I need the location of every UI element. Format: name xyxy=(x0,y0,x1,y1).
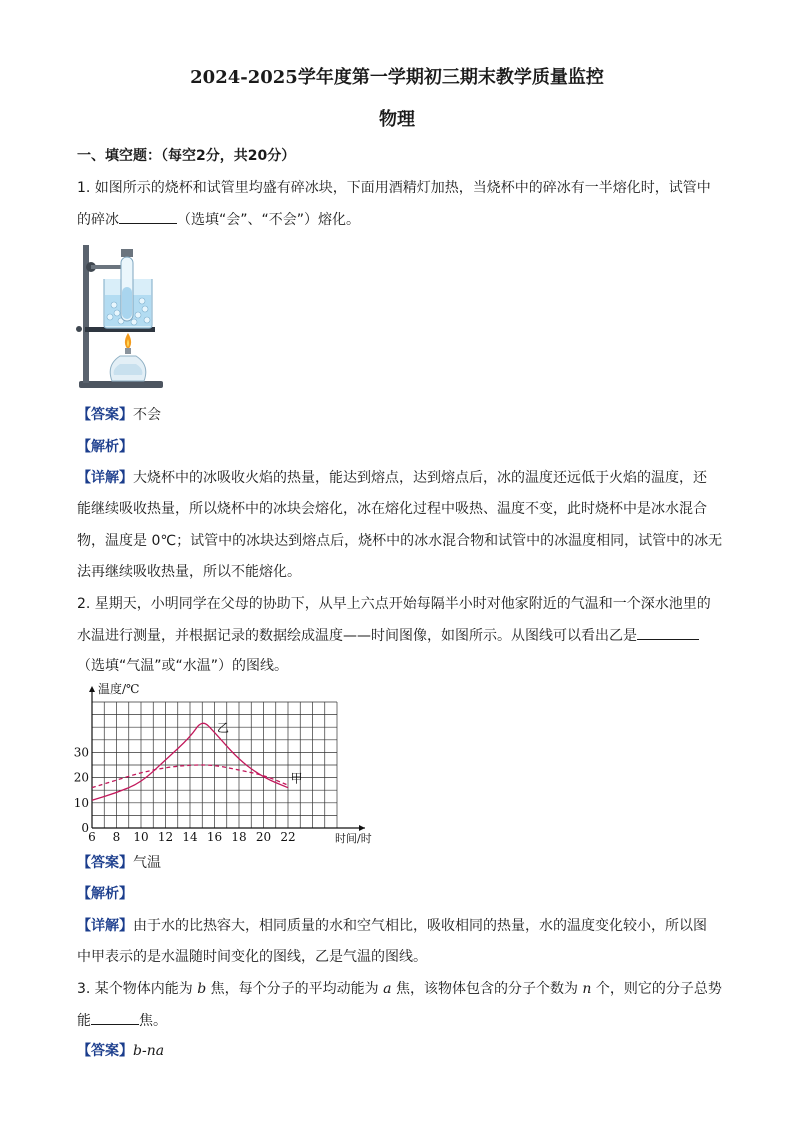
y-tick-label: 20 xyxy=(74,770,89,785)
x-tick-label: 10 xyxy=(133,830,149,844)
q2-line1: 2. 星期天，小明同学在父母的协助下，从早上六点开始每隔半小时对他家附近的气温和一个深水池里的 xyxy=(77,596,711,612)
q1-detail-line3: 物，温度是 0℃；试管中的冰块达到熔点后，烧杯中的冰水混合物和试管中的冰温度相同，试管中的冰无 xyxy=(77,533,723,549)
q1-detail-line4: 法再继续吸收热量，所以不能熔化。 xyxy=(77,564,301,580)
lamp-wick-cap xyxy=(125,348,131,354)
q1-line2-before: 的碎冰 xyxy=(77,212,119,228)
ring-knob xyxy=(76,326,82,332)
q3-line2-after: 焦。 xyxy=(139,1013,167,1029)
q1-line2 xyxy=(77,209,360,230)
x-tick-label: 8 xyxy=(112,830,121,844)
section-heading: 一、填空题：（每空2分，共20分） xyxy=(77,148,296,164)
subject-title: 物理 xyxy=(379,109,415,130)
q3-var-n: n xyxy=(582,981,592,997)
temperature-time-chart xyxy=(74,680,384,850)
q2-answer-blank[interactable] xyxy=(637,625,699,640)
answer-label: 【答案】 xyxy=(77,407,133,423)
detail-text: 由于水的比热容大，相同质量的水和空气相比，吸收相同的热量，水的温度变化较小，所以图 xyxy=(133,918,707,934)
q2-detail-line1 xyxy=(77,916,707,936)
clamp-head xyxy=(121,249,133,257)
answer-text: 不会 xyxy=(133,407,161,423)
q3-var-a: a xyxy=(383,981,392,997)
detail-label: 【详解】 xyxy=(77,918,133,934)
q3-text-c: 焦，该物体包含的分子个数为 xyxy=(391,981,583,997)
q3-line2-before: 能 xyxy=(77,1013,91,1029)
x-tick-label: 12 xyxy=(157,830,174,844)
y-tick-label: 0 xyxy=(81,821,89,835)
beaker-with-test-tube-over-alcohol-lamp-icon xyxy=(76,243,168,391)
q2-line2-before: 水温进行测量，并根据记录的数据绘成温度——时间图像，如图所示。从图线可以看出乙是 xyxy=(77,628,637,644)
x-axis-arrow xyxy=(359,825,365,831)
q3-answer-blank[interactable] xyxy=(91,1010,139,1025)
series-label-yi: 乙 xyxy=(216,721,229,736)
q2-answer xyxy=(77,853,161,873)
q3-var-b: b xyxy=(197,981,207,997)
answer-label: 【答案】 xyxy=(77,855,133,871)
x-axis-label: 时间/时 xyxy=(335,832,372,845)
x-tick-label: 18 xyxy=(231,830,247,844)
q2-detail-line2: 中甲表示的是水温随时间变化的图线，乙是气温的图线。 xyxy=(77,949,427,965)
x-tick-label: 14 xyxy=(182,830,198,844)
x-tick-label: 16 xyxy=(206,830,223,844)
q2-line3: （选填“气温”或“水温”）的图线。 xyxy=(77,658,289,674)
q2-analysis-label: 【解析】 xyxy=(77,886,133,902)
q1-answer-blank[interactable] xyxy=(119,209,177,224)
y-axis-arrow xyxy=(89,686,95,692)
q3-line1 xyxy=(77,979,722,999)
test-tube-ice xyxy=(122,287,132,319)
q1-detail-line2: 能继续吸收热量，所以烧杯中的冰块会熔化，冰在熔化过程中吸热、温度不变，此时烧杯中是冰水混合 xyxy=(77,501,707,517)
answer-label: 【答案】 xyxy=(77,1043,133,1059)
detail-label: 【详解】 xyxy=(77,470,133,486)
y-tick-label: 30 xyxy=(74,745,89,760)
y-axis-label: 温度/℃ xyxy=(98,682,140,696)
q3-text-a: 3. 某个物体内能为 xyxy=(77,981,198,997)
q3-text-d: 个，则它的分子总势 xyxy=(591,981,722,997)
detail-text: 大烧杯中的冰吸收火焰的热量，能达到熔点，达到熔点后，冰的温度还远低于火焰的温度，还 xyxy=(133,470,707,486)
q3-answer xyxy=(77,1041,164,1061)
x-tick-label: 20 xyxy=(255,830,272,844)
series-label-jia: 甲 xyxy=(290,771,303,786)
q3-line2 xyxy=(77,1010,167,1031)
q1-line1: 1. 如图所示的烧杯和试管里均盛有碎冰块，下面用酒精灯加热，当烧杯中的碎冰有一半熔化时，试管中 xyxy=(77,180,711,196)
q2-line2 xyxy=(77,625,699,646)
q1-line2-after: （选填“会”、“不会”）熔化。 xyxy=(177,212,361,228)
stand-base xyxy=(79,381,163,388)
page-title: 2024-2025学年度第一学期初三期末教学质量监控 xyxy=(190,67,604,88)
y-tick-label: 10 xyxy=(74,795,89,810)
lamp-fuel xyxy=(114,364,143,375)
q1-analysis-label: 【解析】 xyxy=(77,439,133,455)
q3-text-b: 焦，每个分子的平均动能为 xyxy=(206,981,384,997)
q1-answer xyxy=(77,405,161,425)
x-tick-label: 22 xyxy=(280,830,296,844)
x-tick-label: 6 xyxy=(88,830,96,844)
q1-detail-line1 xyxy=(77,468,707,488)
answer-text: b-na xyxy=(133,1043,165,1059)
answer-text: 气温 xyxy=(133,855,161,871)
